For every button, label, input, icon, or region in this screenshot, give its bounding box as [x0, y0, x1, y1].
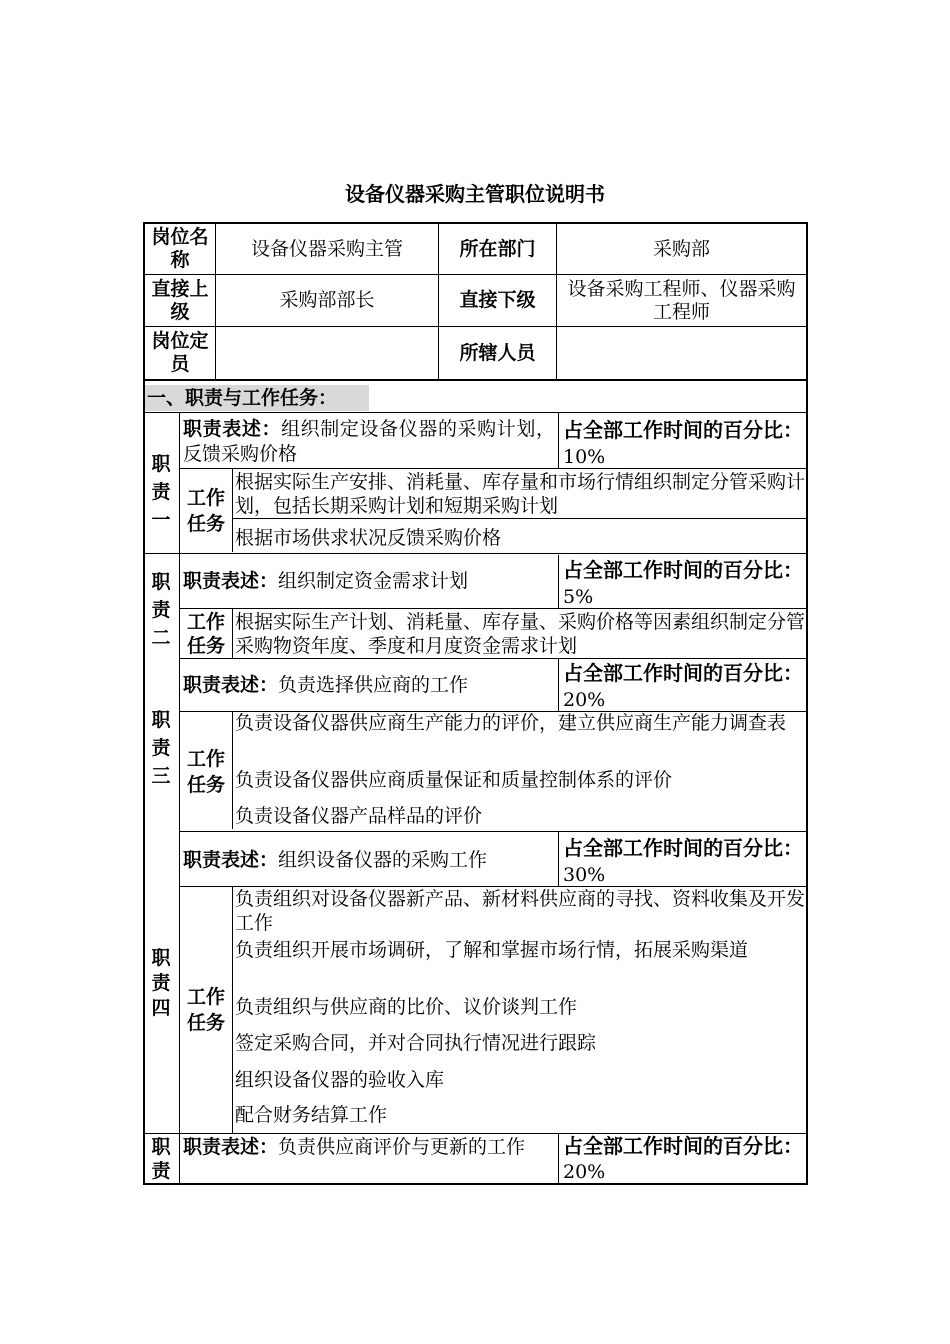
duty-description-text: 组织制定资金需求计划 — [278, 570, 469, 592]
department-label: 所在部门 — [459, 237, 536, 260]
staff-value — [557, 327, 806, 379]
percent-value: 10% — [563, 446, 606, 468]
duty-percent — [563, 557, 807, 610]
percent-value: 20% — [563, 689, 606, 711]
department-value: 采购部 — [652, 237, 710, 260]
duty-description-label: 职责表述： — [183, 1136, 279, 1158]
duty-description-text: 负责供应商评价与更新的工作 — [278, 1136, 526, 1158]
duty-name: 职责二 — [151, 571, 171, 649]
duty-description — [183, 834, 555, 886]
subordinate-value: 设备采购工程师、仪器采购工程师 — [567, 277, 796, 323]
duty-name: 职责 — [151, 1136, 171, 1182]
staff-label: 所辖人员 — [459, 341, 536, 364]
duty-name: 职责三 — [151, 709, 171, 787]
task-item: 根据实际生产安排、消耗量、库存量和市场行情组织制定分管采购计划，包括长期采购计划和短期采购计划 — [235, 471, 806, 517]
task-item: 负责设备仪器产品样品的评价 — [235, 805, 483, 827]
headcount-value — [216, 327, 438, 379]
headcount-label: 岗位定员 — [151, 330, 209, 375]
tasks-label: 工作任务 — [186, 985, 225, 1034]
duty-description-label: 职责表述： — [183, 673, 279, 696]
duty-description-label: 职责表述： — [183, 570, 279, 592]
duty-description — [183, 1135, 555, 1159]
percent-label: 占全部工作时间的百分比： — [563, 1134, 803, 1158]
duty-percent — [563, 660, 807, 713]
percent-label: 占全部工作时间的百分比： — [563, 661, 803, 685]
duty-name: 职责一 — [151, 453, 171, 531]
position-value: 设备仪器采购主管 — [250, 237, 403, 260]
duty-percent — [563, 835, 807, 888]
page-title: 设备仪器采购主管职位说明书 — [345, 182, 605, 206]
percent-value: 20% — [563, 1161, 606, 1183]
task-item: 负责组织对设备仪器新产品、新材料供应商的寻找、资料收集及开发工作 — [235, 888, 806, 934]
task-item: 负责组织开展市场调研，了解和掌握市场行情，拓展采购渠道 — [235, 939, 749, 961]
task-item: 配合财务结算工作 — [235, 1104, 388, 1126]
duty-description-label: 职责表述： — [183, 848, 279, 871]
tasks-label: 工作任务 — [186, 747, 225, 796]
duty-name: 职责四 — [151, 947, 171, 1019]
subordinate-label: 直接下级 — [459, 289, 536, 311]
task-item: 负责组织与供应商的比价、议价谈判工作 — [235, 996, 578, 1018]
percent-label: 占全部工作时间的百分比： — [563, 836, 803, 860]
superior-label: 直接上级 — [151, 277, 209, 323]
duty-description-text: 组织设备仪器的采购工作 — [278, 848, 488, 871]
duty-description — [183, 659, 555, 711]
section-title: 一、职责与工作任务： — [145, 385, 369, 411]
task-item: 负责设备仪器供应商生产能力的评价，建立供应商生产能力调查表 — [235, 712, 787, 734]
task-item: 组织设备仪器的验收入库 — [235, 1069, 445, 1091]
duty-description-text: 组织制定设备仪器的采购计划，反馈采购价格 — [183, 418, 555, 465]
percent-label: 占全部工作时间的百分比： — [563, 558, 803, 582]
tasks-label: 工作任务 — [186, 610, 225, 657]
duty-description — [183, 555, 555, 608]
tasks-label: 工作任务 — [186, 486, 225, 535]
task-item: 负责设备仪器供应商质量保证和质量控制体系的评价 — [235, 769, 673, 791]
superior-value: 采购部部长 — [279, 289, 375, 311]
task-item: 根据市场供求状况反馈采购价格 — [235, 527, 502, 549]
percent-value: 5% — [563, 586, 594, 608]
duty-percent — [563, 1134, 807, 1185]
duty-description — [183, 417, 555, 467]
position-label: 岗位名称 — [151, 226, 209, 271]
duty-description-text: 负责选择供应商的工作 — [278, 673, 469, 696]
duty-description-label: 职责表述： — [183, 418, 282, 440]
percent-label: 占全部工作时间的百分比： — [563, 418, 803, 442]
percent-value: 30% — [563, 864, 606, 886]
task-item: 签定采购合同，并对合同执行情况进行跟踪 — [235, 1032, 597, 1054]
task-item: 根据实际生产计划、消耗量、库存量、采购价格等因素组织制定分管采购物资年度、季度和月度资金需求计划 — [235, 611, 806, 657]
duty-percent — [563, 417, 807, 470]
job-description-table — [143, 222, 808, 1185]
